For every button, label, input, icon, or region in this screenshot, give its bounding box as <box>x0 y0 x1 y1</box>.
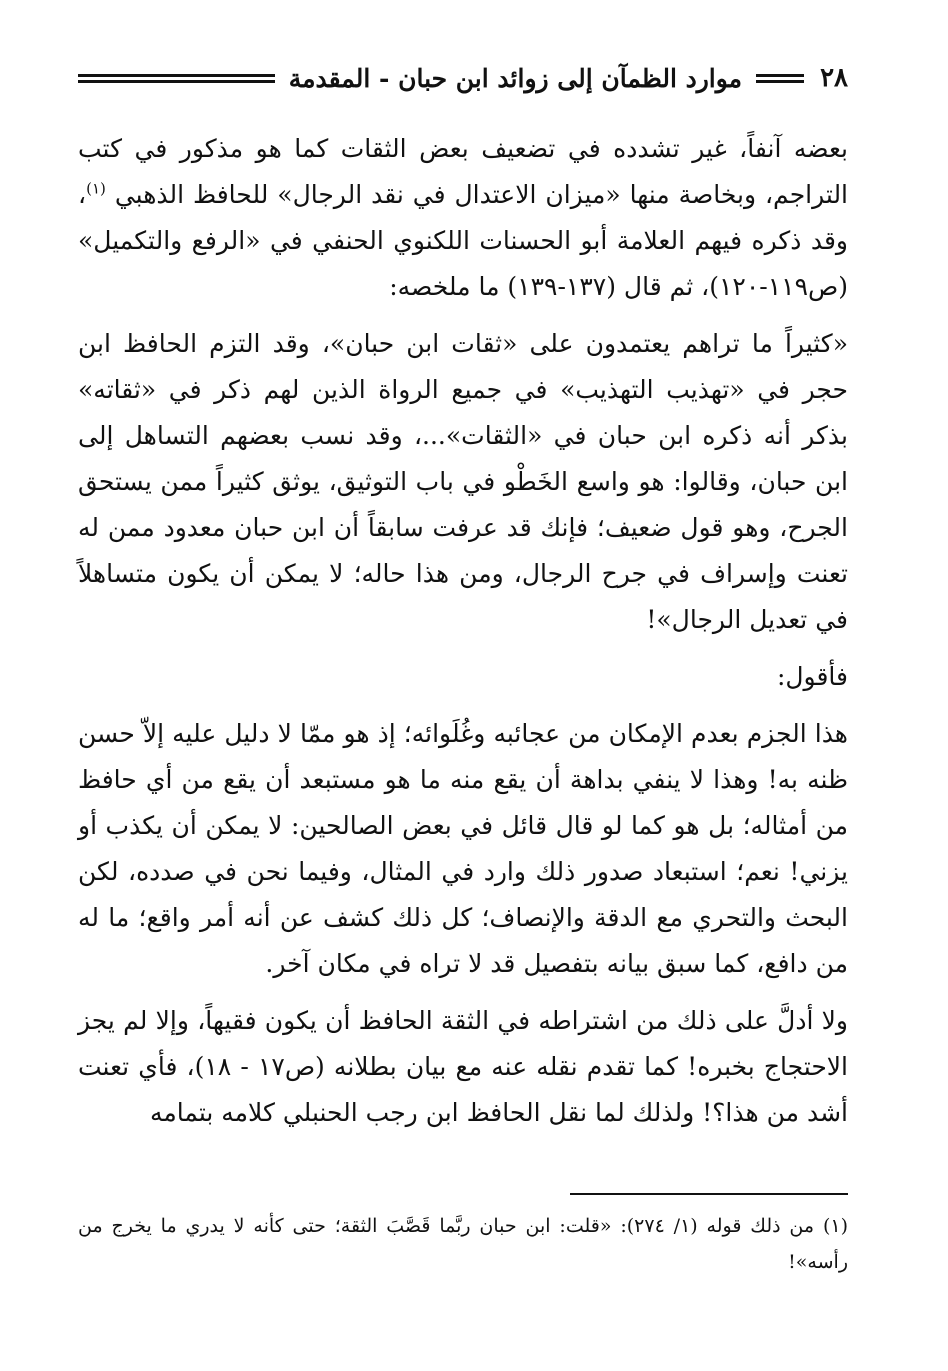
paragraph-2-quote: «كثيراً ما تراهم يعتمدون على «ثقات ابن حبان»، وقد التزم الحافظ ابن حجر في «تهذيب التهذيب» في جميع الرواة الذين لهم ذكر في «ثقاته» بذكر أنه ذكره ابن حبان في «الثقات»...، وقد نسب بعضهم التساهل إلى ابن حبان، وقالوا: هو واسع الخَطْو في باب التوثيق، يوثق كثيراً ممن يستحق الجرح، وهو قول ضعيف؛ فإنك قد عرفت سابقاً أن ابن حبان معدود ممن له تعنت وإسراف في جرح الرجال، ومن هذا حاله؛ لا يمكن أن يكون متساهلاً في تعديل الرجال»! <box>78 329 848 634</box>
footnote-1: (١) من ذلك قوله (١/ ٢٧٤): «قلت: ابن حبان ربَّما قَصَّبَ الثقة؛ حتى كأنه لا يدري ما يخرج من رأسه»! <box>78 1215 848 1273</box>
footnote-separator <box>570 1193 848 1195</box>
paragraph-1 <box>78 126 848 310</box>
header-rule-right <box>756 74 804 83</box>
header-rule-left <box>78 74 275 83</box>
page-header <box>78 58 848 98</box>
paragraph-3: فأقول: <box>776 662 848 691</box>
paragraph-5: ولا أدلَّ على ذلك من اشتراطه في الثقة الحافظ أن يكون فقيهاً، وإلا لم يجز الاحتجاج بخبره! كما تقدم نقله عنه مع بيان بطلانه (ص١٧ - ١٨)، فأي تعنت أشد من هذا؟! ولذلك لما نقل الحافظ ابن رجب الحنبلي كلامه بتمامه <box>78 1006 848 1127</box>
paragraph-4: هذا الجزم بعدم الإمكان من عجائبه وغُلَوائه؛ إذ هو ممّا لا دليل عليه إلاّ حسن ظنه به! وهذا لا ينفي بداهة أن يقع منه ما هو مستبعد أن يقع من أي حافظ من أمثاله؛ بل هو كما لو قال قائل في بعض الصالحين: لا يمكن أن يكذب أو يزني! نعم؛ استبعاد صدور ذلك وارد في المثال، وفيما نحن في صدده، لكن البحث والتحري مع الدقة والإنصاف؛ كل ذلك كشف عن أنه أمر واقع؛ ما له من دافع، كما سبق بيانه بتفصيل قد لا تراه في مكان آخر. <box>78 719 848 978</box>
paragraph-1-part-b: ، وقد ذكره فيهم العلامة أبو الحسنات اللكنوي الحنفي في «الرفع والتكميل» (ص١١٩-١٢٠)، ثم قال (١٣٧-١٣٩) ما ملخصه: <box>78 180 848 301</box>
main-text <box>78 126 848 1147</box>
running-title: موارد الظمآن إلى زوائد ابن حبان - المقدمة <box>288 63 743 93</box>
paragraph-1-part-a: بعضه آنفاً، غير تشدده في تضعيف بعض الثقات كما هو مذكور في كتب التراجم، وبخاصة منها «ميزان الاعتدال في نقد الرجال» للحافظ الذهبي <box>78 134 849 209</box>
footnote-reference: (١) <box>86 179 106 198</box>
page-number: ٢٨ <box>820 63 848 93</box>
footnotes <box>78 1208 848 1280</box>
